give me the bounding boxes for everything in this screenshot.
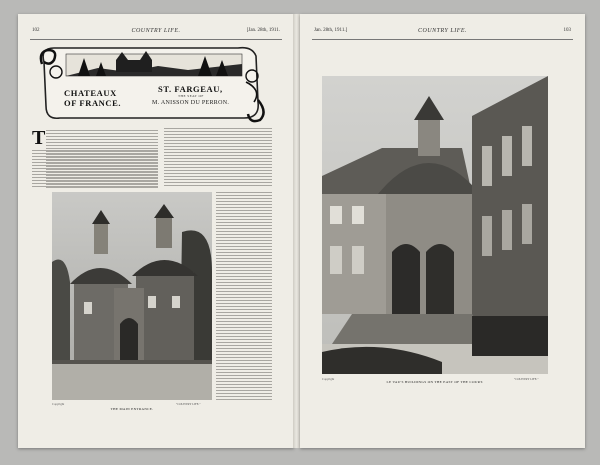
left-page-number: 102	[32, 28, 40, 33]
left-photo-credit-right: "COUNTRY LIFE."	[176, 402, 201, 406]
drop-cap: T	[32, 127, 46, 149]
ornamental-banner	[38, 42, 270, 124]
left-photo-credit: Copyright	[52, 402, 65, 406]
body-text-column	[32, 150, 158, 188]
left-photo-caption: THE MAIN ENTRANCE.	[110, 407, 154, 411]
chateau-entrance-illustration	[52, 192, 212, 400]
right-header-rule	[312, 39, 573, 40]
series-title: CHATEAUX OF FRANCE.	[64, 88, 122, 108]
left-page-date: [Jan. 28th, 1911.	[246, 28, 280, 33]
le-vau-buildings-illustration	[322, 76, 548, 374]
right-photo-credit-right: "COUNTRY LIFE."	[514, 377, 539, 381]
right-page-date: Jan. 28th, 1911.]	[314, 28, 348, 33]
article-title: ST. FARGEAU,	[158, 84, 223, 94]
body-text-column	[216, 192, 272, 400]
east-buildings-photo	[322, 76, 548, 374]
body-text-column	[164, 128, 272, 188]
article-subtitle: THE SEAT OF	[178, 94, 204, 98]
right-photo-credit: Copyright	[322, 377, 335, 381]
right-magazine-title: COUNTRY LIFE.	[417, 28, 468, 34]
title-block	[38, 42, 270, 124]
article-owner: M. ANISSON DU PERRON.	[152, 100, 230, 106]
main-entrance-photo	[52, 192, 212, 400]
left-header-rule	[30, 39, 282, 40]
right-photo-caption: LE VAU'S BUILDINGS ON THE EAST OF THE COURT.	[386, 380, 484, 384]
left-magazine-title: COUNTRY LIFE.	[131, 28, 181, 34]
right-page-number: 103	[563, 28, 571, 33]
